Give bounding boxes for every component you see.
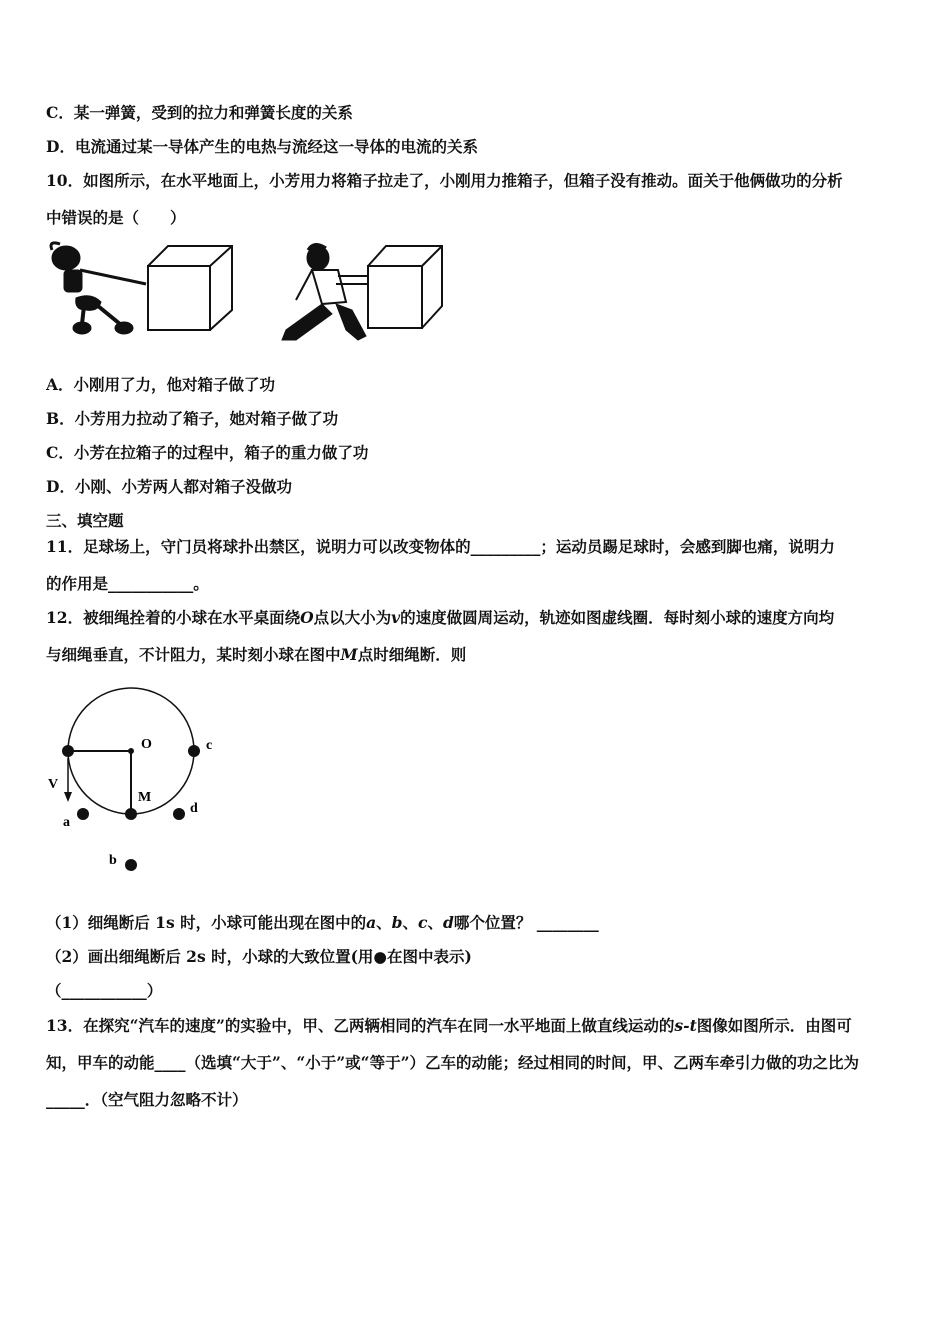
center-point-o xyxy=(128,748,134,754)
q9-option-c: C．某一弹簧，受到的拉力和弹簧长度的关系 xyxy=(46,103,353,122)
q10-stem-line1: 10．如图所示，在水平地面上，小芳用力将箱子拉走了，小刚用力推箱子，但箱子没有推动。面关于他俩做功的分析 xyxy=(46,171,843,190)
q13-stem-line3: _____．（空气阻力忽略不计） xyxy=(46,1090,248,1109)
boy-pushing-figure xyxy=(282,244,368,340)
q10-option-a: A．小刚用了力，他对箱子做了功 xyxy=(46,375,276,394)
point-m xyxy=(125,808,137,820)
q12-stem-line2: 与细绳垂直，不计阻力，某时刻小球在图中M点时细绳断．则 xyxy=(46,645,467,664)
q12-circle-figure xyxy=(46,680,246,880)
section-heading-fill-blank: 三、填空题 xyxy=(46,511,124,530)
q12-sub1: （1）细绳断后 1s 时，小球可能出现在图中的a、b、c、d哪个位置？ ________ xyxy=(46,913,599,932)
velocity-arrowhead xyxy=(64,792,72,802)
point-c xyxy=(188,745,200,757)
q10-stem-line2: 中错误的是（ ） xyxy=(46,208,186,227)
girl-pulling-figure xyxy=(51,243,146,334)
label-o: O xyxy=(141,737,152,752)
q12-sub2: （2）画出细绳断后 2s 时，小球的大致位置(用●在图中表示) xyxy=(46,947,472,966)
point-d xyxy=(173,808,185,820)
q11-stem-line2: 的作用是___________。 xyxy=(46,574,209,593)
q12-answer-blank: （___________） xyxy=(46,981,163,1000)
label-d: d xyxy=(190,801,198,816)
box-left xyxy=(148,246,232,330)
q13-stem-line2: 知，甲车的动能____（选填“大于”、“小于”或“等于”）乙车的动能；经过相同的时间，甲、乙两车牵引力做的功之比为 xyxy=(46,1053,859,1072)
box-right xyxy=(368,246,442,328)
q10-option-d: D．小刚、小芳两人都对箱子没做功 xyxy=(46,477,292,496)
label-v: V xyxy=(48,777,59,792)
point-a xyxy=(77,808,89,820)
q9-option-d: D．电流通过某一导体产生的电热与流经这一导体的电流的关系 xyxy=(46,137,478,156)
q10-option-b: B．小芳用力拉动了箱子，她对箱子做了功 xyxy=(46,409,339,428)
q10-figure-pull-push xyxy=(46,240,456,345)
q11-stem-line1: 11．足球场上，守门员将球扑出禁区，说明力可以改变物体的_________；运动员踢足球时，会感到脚也痛，说明力 xyxy=(46,537,835,556)
ball-left xyxy=(62,745,74,757)
label-m: M xyxy=(138,790,152,805)
q12-stem-line1: 12．被细绳拴着的小球在水平桌面绕O点以大小为v的速度做圆周运动，轨迹如图虚线圈．每时刻小球的速度方向均 xyxy=(46,608,835,627)
q13-stem-line1: 13．在探究“汽车的速度”的实验中，甲、乙两辆相同的汽车在同一水平地面上做直线运动的s-t图像如图所示．由图可 xyxy=(46,1016,852,1035)
point-b xyxy=(125,859,137,871)
label-c: c xyxy=(206,738,213,753)
q10-option-c: C．小芳在拉箱子的过程中，箱子的重力做了功 xyxy=(46,443,369,462)
label-b: b xyxy=(109,853,117,868)
label-a: a xyxy=(63,815,70,830)
